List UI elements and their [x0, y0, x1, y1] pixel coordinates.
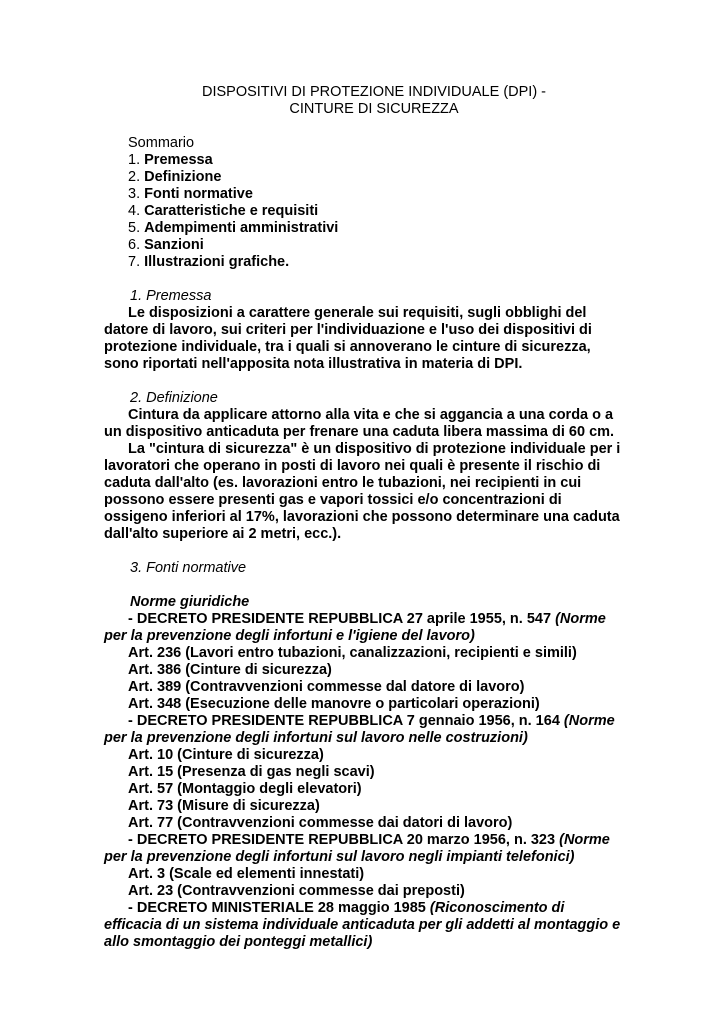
summary-item[interactable]: 6. Sanzioni [128, 237, 204, 253]
decree [104, 713, 624, 747]
document-title [124, 84, 624, 118]
decree [104, 900, 624, 951]
section-heading: 1. Premessa [130, 288, 212, 304]
article: Art. 10 (Cinture di sicurezza) [128, 747, 324, 763]
summary-item[interactable]: 1. Premessa [128, 152, 213, 168]
decree [104, 611, 624, 645]
article: Art. 389 (Contravvenzioni commesse dal datore di lavoro) [128, 679, 525, 695]
article: Art. 77 (Contravvenzioni commesse dai datori di lavoro) [128, 815, 513, 831]
section-heading: 2. Definizione [130, 390, 218, 406]
decree-ref: - DECRETO MINISTERIALE 28 maggio 1985 [128, 900, 426, 916]
article: Art. 3 (Scale ed elementi innestati) [128, 866, 365, 882]
section-premessa [104, 288, 624, 373]
section-definizione [104, 390, 624, 543]
summary-item[interactable]: 3. Fonti normative [128, 186, 253, 202]
decree [104, 832, 624, 866]
decree-desc: (Norme per la prevenzione degli infortuni e l'igiene del lavoro) [104, 611, 606, 644]
summary-item[interactable]: 5. Adempimenti amministrativi [128, 220, 339, 236]
document-page [104, 84, 624, 951]
title-line-2: CINTURE DI SICUREZZA [289, 101, 459, 117]
decree-ref: - DECRETO PRESIDENTE REPUBBLICA 7 gennaio 1956, n. 164 [128, 713, 560, 729]
section-text: Le disposizioni a carattere generale sui requisiti, sugli obblighi del datore di lavoro, sui criteri per l'individuazione e l'uso dei dispositivi di protezione individuale, tra i quali si annoverano le cinture di sicurezza, sono riportati nell'apposita nota illustrativa in materia di DPI. [104, 305, 592, 372]
section-fonti-normative [104, 560, 624, 951]
article: Art. 386 (Cinture di sicurezza) [128, 662, 332, 678]
decree-desc: (Riconoscimento di efficacia di un sistema individuale anticaduta per gli addetti al montaggio e allo smontaggio dei ponteggi metallici) [104, 900, 621, 950]
section-paragraph: Cintura da applicare attorno alla vita e che si aggancia a una corda o a un dispositivo anticaduta per frenare una caduta libera massima di 60 cm. [104, 407, 615, 440]
article: Art. 15 (Presenza di gas negli scavi) [128, 764, 375, 780]
summary-item[interactable]: 4. Caratteristiche e requisiti [128, 203, 319, 219]
section-subheading: Norme giuridiche [130, 594, 250, 610]
title-line-1: DISPOSITIVI DI PROTEZIONE INDIVIDUALE (DPI) - [201, 84, 546, 100]
summary-item[interactable]: 2. Definizione [128, 169, 222, 185]
article: Art. 23 (Contravvenzioni commesse dai preposti) [128, 883, 465, 899]
decree-ref: - DECRETO PRESIDENTE REPUBBLICA 20 marzo 1956, n. 323 [128, 832, 556, 848]
summary [104, 135, 624, 271]
article: Art. 73 (Misure di sicurezza) [128, 798, 320, 814]
section-heading: 3. Fonti normative [130, 560, 247, 576]
article: Art. 348 (Esecuzione delle manovre o particolari operazioni) [128, 696, 540, 712]
article: Art. 236 (Lavori entro tubazioni, canalizzazioni, recipienti e simili) [128, 645, 577, 661]
summary-heading: Sommario [128, 135, 195, 151]
decree-desc: (Norme per la prevenzione degli infortuni sul lavoro negli impianti telefonici) [104, 832, 610, 865]
decree-ref: - DECRETO PRESIDENTE REPUBBLICA 27 aprile 1955, n. 547 [128, 611, 552, 627]
decree-desc: (Norme per la prevenzione degli infortuni sul lavoro nelle costruzioni) [104, 713, 615, 746]
article: Art. 57 (Montaggio degli elevatori) [128, 781, 362, 797]
section-paragraph: La "cintura di sicurezza" è un dispositivo di protezione individuale per i lavoratori che operano in posti di lavoro nei quali è presente il rischio di caduta dall'alto (es. lavorazioni entro le tubazioni, nei recipienti in cui possono essere presenti gas e vapori tossici e/o concentrazioni di ossigeno inferiori al 17%, lavorazioni che possono determinare una caduta dall'alto superiore ai 2 metri, ecc.). [104, 441, 621, 542]
summary-item[interactable]: 7. Illustrazioni grafiche. [128, 254, 290, 270]
